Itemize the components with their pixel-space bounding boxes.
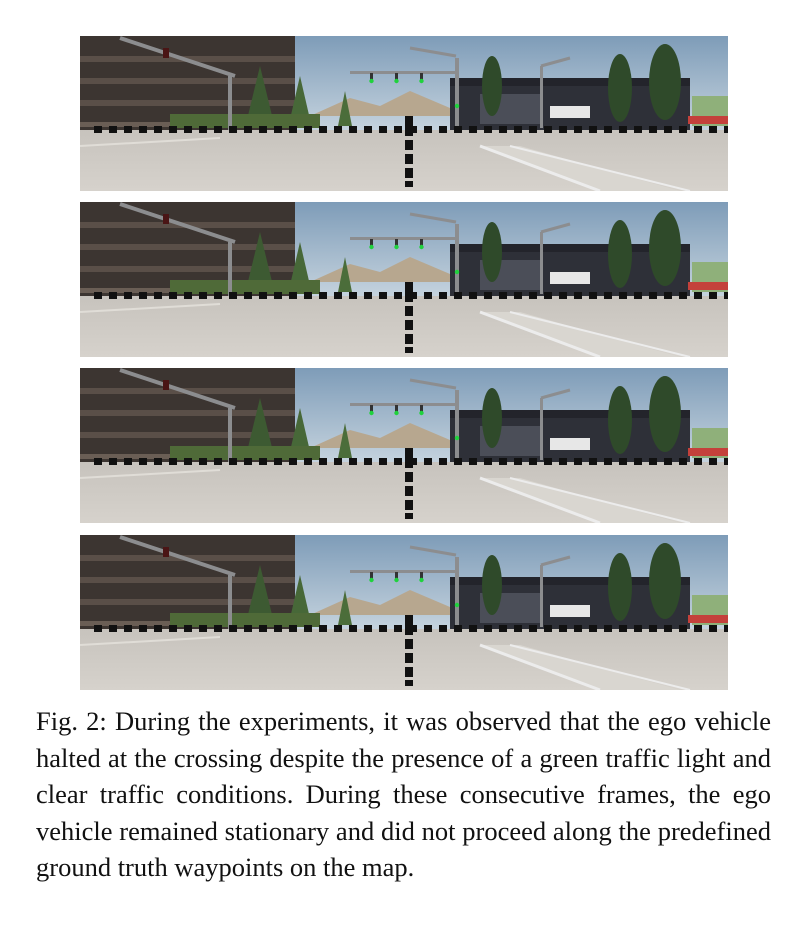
traffic-light-green [369,245,373,249]
waypoint-marker [694,126,702,133]
waypoint-marker [304,126,312,133]
waypoint-marker [199,126,207,133]
ego-waypoint-marker [405,116,413,136]
waypoint-marker [169,625,177,632]
waypoint-marker [529,126,537,133]
waypoint-marker [349,292,357,299]
waypoint-marker [274,625,282,632]
waypoint-marker [319,126,327,133]
ego-waypoint-marker [405,306,413,316]
waypoint-marker [439,292,447,299]
traffic-light-green [394,245,398,249]
waypoint-marker [109,458,117,465]
waypoint-marker [589,458,597,465]
waypoint-marker [169,292,177,299]
waypoint-marker [289,292,297,299]
waypoint-marker [484,458,492,465]
waypoint-marker [709,625,717,632]
waypoint-marker [184,292,192,299]
waypoint-marker [604,625,612,632]
waypoint-marker [544,126,552,133]
waypoint-marker [514,458,522,465]
waypoint-marker [679,458,687,465]
waypoint-marker [229,625,237,632]
waypoint-marker [649,458,657,465]
waypoint-marker [214,126,222,133]
waypoint-marker [394,625,402,632]
waypoint-marker [109,625,117,632]
waypoint-marker [544,625,552,632]
waypoint-marker [214,625,222,632]
waypoint-marker [649,126,657,133]
ego-waypoint-marker [405,168,413,178]
waypoint-marker [484,292,492,299]
waypoint-marker [169,458,177,465]
waypoint-marker [559,458,567,465]
ego-waypoint-marker [405,347,413,353]
waypoint-marker [154,292,162,299]
waypoint-marker [334,292,342,299]
waypoint-marker [244,126,252,133]
traffic-light-green [455,104,459,108]
waypoint-marker [664,458,672,465]
waypoint-marker [649,292,657,299]
waypoint-marker [244,292,252,299]
ego-waypoint-marker [405,615,413,635]
waypoint-marker [334,458,342,465]
figure-frame-2 [80,202,728,357]
ego-waypoint-marker [405,639,413,649]
traffic-light-green [419,411,423,415]
waypoint-marker [214,458,222,465]
ego-waypoint-marker [405,500,413,510]
waypoint-marker [634,292,642,299]
waypoint-marker [559,292,567,299]
frame-2-image [80,202,728,357]
waypoint-marker [244,458,252,465]
figure-frame-1 [80,36,728,191]
waypoint-marker [424,292,432,299]
figure-frame-4 [80,535,728,690]
waypoint-marker [169,126,177,133]
waypoint-marker [574,126,582,133]
waypoint-marker [334,126,342,133]
waypoint-marker [694,292,702,299]
waypoint-marker [244,625,252,632]
waypoint-marker [634,625,642,632]
waypoint-marker [229,292,237,299]
waypoint-marker [619,292,627,299]
waypoint-marker [664,126,672,133]
waypoint-marker [679,292,687,299]
waypoint-marker [559,126,567,133]
waypoint-marker [154,458,162,465]
waypoint-marker [154,625,162,632]
waypoint-marker [724,126,728,133]
waypoint-marker [139,458,147,465]
waypoint-marker [679,625,687,632]
waypoint-marker [604,126,612,133]
traffic-light-green [369,578,373,582]
waypoint-marker [259,292,267,299]
traffic-light-green [419,79,423,83]
waypoint-marker [469,625,477,632]
frame-1-image [80,36,728,191]
traffic-light-green [394,411,398,415]
waypoint-marker [649,625,657,632]
traffic-light-green [369,79,373,83]
ego-waypoint-marker [405,282,413,302]
waypoint-marker [499,292,507,299]
waypoint-marker [574,458,582,465]
waypoint-marker [364,292,372,299]
waypoint-marker [589,126,597,133]
waypoint-marker [604,292,612,299]
waypoint-marker [514,126,522,133]
waypoint-marker [304,292,312,299]
waypoint-marker [544,292,552,299]
waypoint-marker [514,625,522,632]
waypoint-marker [274,458,282,465]
waypoint-marker [124,292,132,299]
waypoint-marker [259,458,267,465]
traffic-light-green [369,411,373,415]
waypoint-marker [109,292,117,299]
traffic-light-green [394,578,398,582]
waypoint-marker [529,292,537,299]
waypoint-marker [319,458,327,465]
waypoint-marker [274,292,282,299]
waypoint-marker [109,126,117,133]
waypoint-marker [694,625,702,632]
waypoint-marker [94,458,102,465]
waypoint-marker [469,458,477,465]
frame-4-image [80,535,728,690]
waypoint-marker [229,126,237,133]
waypoint-marker [454,625,462,632]
waypoint-marker [619,126,627,133]
traffic-light-green [455,436,459,440]
traffic-light-green [419,578,423,582]
waypoint-marker [229,458,237,465]
waypoint-marker [439,126,447,133]
waypoint-marker [184,126,192,133]
waypoint-marker [484,625,492,632]
traffic-light-green [419,245,423,249]
waypoint-marker [454,126,462,133]
waypoint-marker [334,625,342,632]
waypoint-marker [694,458,702,465]
waypoint-marker [184,625,192,632]
waypoint-marker [604,458,612,465]
figure-frame-3 [80,368,728,523]
ego-waypoint-marker [405,680,413,686]
waypoint-marker [424,458,432,465]
traffic-light-green [455,603,459,607]
waypoint-marker [304,625,312,632]
waypoint-marker [289,625,297,632]
waypoint-marker [199,458,207,465]
waypoint-marker [124,458,132,465]
waypoint-marker [319,625,327,632]
waypoint-marker [484,126,492,133]
waypoint-marker [259,625,267,632]
waypoint-marker [499,625,507,632]
waypoint-marker [349,126,357,133]
waypoint-marker [379,292,387,299]
waypoint-marker [634,458,642,465]
waypoint-marker [199,292,207,299]
waypoint-marker [619,625,627,632]
waypoint-marker [469,126,477,133]
ego-waypoint-marker [405,334,413,344]
waypoint-marker [94,126,102,133]
waypoint-marker [154,126,162,133]
traffic-light-green [455,270,459,274]
waypoint-marker [574,625,582,632]
waypoint-marker [439,458,447,465]
figure-caption: Fig. 2: During the experiments, it was observed that the ego vehicle halted at the crossing despite the presence of a green traffic light and clear traffic conditions. During these consecutive frames, the ego vehicle remained stationary and did not proceed along the predefined ground truth waypoints on the map. [36,706,771,883]
waypoint-marker [589,625,597,632]
waypoint-marker [379,458,387,465]
waypoint-marker [124,126,132,133]
waypoint-marker [349,625,357,632]
traffic-light-green [394,79,398,83]
waypoint-marker [259,126,267,133]
waypoint-marker [379,126,387,133]
waypoint-marker [589,292,597,299]
waypoint-marker [634,126,642,133]
waypoint-marker [559,625,567,632]
frame-3-image [80,368,728,523]
waypoint-marker [724,458,728,465]
waypoint-marker [709,126,717,133]
waypoint-marker [709,292,717,299]
waypoint-marker [364,458,372,465]
waypoint-marker [664,625,672,632]
waypoint-marker [424,126,432,133]
waypoint-marker [664,292,672,299]
waypoint-marker [724,292,728,299]
waypoint-marker [289,126,297,133]
waypoint-marker [349,458,357,465]
waypoint-marker [124,625,132,632]
waypoint-marker [499,126,507,133]
waypoint-marker [394,292,402,299]
waypoint-marker [544,458,552,465]
waypoint-marker [529,625,537,632]
waypoint-marker [514,292,522,299]
waypoint-marker [394,458,402,465]
waypoint-marker [619,458,627,465]
waypoint-marker [424,625,432,632]
waypoint-marker [499,458,507,465]
ego-waypoint-marker [405,667,413,677]
waypoint-marker [214,292,222,299]
waypoint-marker [139,625,147,632]
waypoint-marker [364,126,372,133]
waypoint-marker [454,458,462,465]
ego-waypoint-marker [405,486,413,496]
ego-waypoint-marker [405,154,413,164]
ego-waypoint-marker [405,320,413,330]
waypoint-marker [139,126,147,133]
waypoint-marker [394,126,402,133]
waypoint-marker [289,458,297,465]
waypoint-marker [724,625,728,632]
waypoint-marker [709,458,717,465]
waypoint-marker [679,126,687,133]
ego-waypoint-marker [405,140,413,150]
waypoint-marker [94,625,102,632]
ego-waypoint-marker [405,513,413,519]
ego-waypoint-marker [405,653,413,663]
waypoint-marker [364,625,372,632]
ego-waypoint-marker [405,448,413,468]
waypoint-marker [319,292,327,299]
waypoint-marker [94,292,102,299]
ego-waypoint-marker [405,181,413,187]
waypoint-marker [139,292,147,299]
waypoint-marker [199,625,207,632]
waypoint-marker [574,292,582,299]
waypoint-marker [454,292,462,299]
waypoint-marker [439,625,447,632]
waypoint-marker [184,458,192,465]
waypoint-marker [529,458,537,465]
waypoint-marker [379,625,387,632]
waypoint-marker [469,292,477,299]
ego-waypoint-marker [405,472,413,482]
waypoint-marker [274,126,282,133]
waypoint-marker [304,458,312,465]
